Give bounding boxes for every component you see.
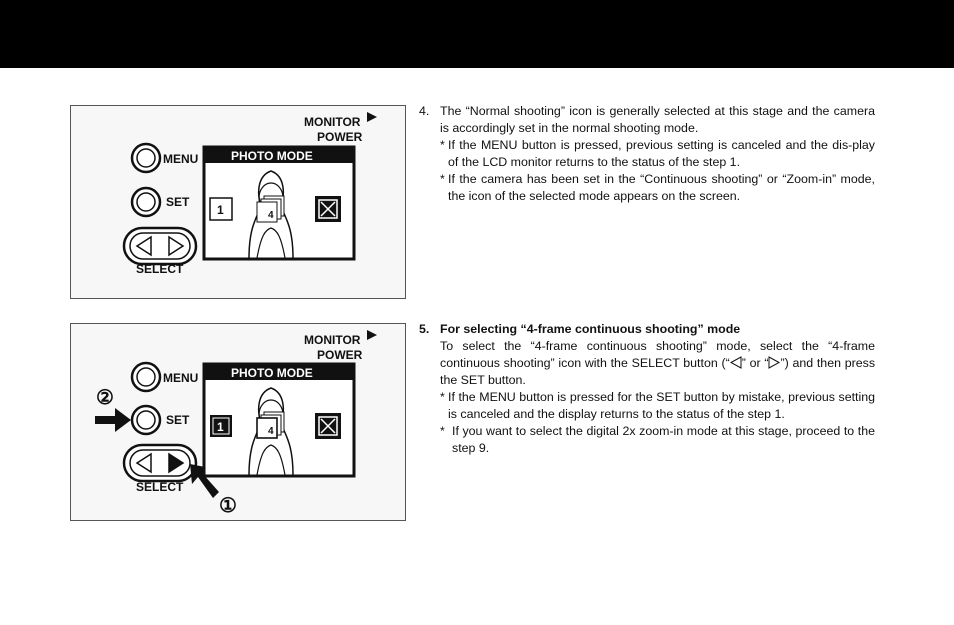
note-marker: * xyxy=(440,390,445,404)
select-button xyxy=(124,445,196,481)
set-label: SET xyxy=(166,195,190,209)
set-label: SET xyxy=(166,413,190,427)
note-text: If the MENU button is pressed for the SET button by mistake, previous setting is canceled and the display returns to the status of the step 1. xyxy=(448,390,875,421)
zoom-in-icon xyxy=(315,196,341,222)
step-5 xyxy=(419,321,875,457)
set-button xyxy=(132,188,160,216)
figure-step4 xyxy=(70,105,406,299)
select-label: SELECT xyxy=(136,480,184,494)
set-button xyxy=(132,406,160,434)
figure-step5 xyxy=(70,323,406,521)
callout-1: ① xyxy=(219,495,237,517)
svg-text:1: 1 xyxy=(217,420,224,434)
step-heading: For selecting “4-frame continuous shooting” mode xyxy=(440,322,741,336)
svg-text:4: 4 xyxy=(268,426,274,437)
note-text: If the MENU button is pressed, previous setting is canceled and the dis-play of the LCD monitor returns to the status of the step 1. xyxy=(448,138,875,169)
monitor-arrow-icon xyxy=(367,112,377,122)
monitor-label: MONITOR xyxy=(304,333,361,347)
screen-title: PHOTO MODE xyxy=(231,366,313,380)
callout-2: ② xyxy=(96,387,114,409)
note-marker: * xyxy=(440,138,445,152)
set-arrow-icon xyxy=(95,408,131,432)
note xyxy=(440,389,875,423)
step-4 xyxy=(419,103,875,205)
note-text: If you want to select the digital 2x zoom-in mode at this stage, proceed to the step 9. xyxy=(452,424,875,455)
svg-text:4: 4 xyxy=(268,210,274,221)
normal-shooting-icon xyxy=(210,198,232,220)
svg-text:1: 1 xyxy=(217,203,224,217)
continuous-shooting-icon xyxy=(257,412,284,438)
monitor-label: MONITOR xyxy=(304,115,361,129)
step-number: 4. xyxy=(419,104,430,118)
menu-label: MENU xyxy=(163,152,199,166)
top-black-bar xyxy=(0,0,954,68)
continuous-shooting-icon xyxy=(257,196,284,222)
select-left-icon xyxy=(730,356,742,369)
note xyxy=(440,423,875,457)
menu-label: MENU xyxy=(163,371,199,385)
menu-button xyxy=(132,363,160,391)
select-label: SELECT xyxy=(136,262,184,276)
normal-shooting-icon xyxy=(210,415,232,437)
power-label: POWER xyxy=(317,130,363,144)
note-text: If the camera has been set in the “Continuous shooting” or “Zoom-in” mode, the icon of the selected mode appears on the screen. xyxy=(448,172,875,203)
power-label: POWER xyxy=(317,348,363,362)
select-right-icon xyxy=(768,356,780,369)
note-marker: * xyxy=(440,172,445,186)
step-number: 5. xyxy=(419,322,430,336)
menu-button xyxy=(132,144,160,172)
screen-title: PHOTO MODE xyxy=(231,149,313,163)
select-button xyxy=(124,228,196,264)
step-text: To select the “4-frame continuous shooting” mode, select the “4-frame continuous shooting” icon with the SELECT button (“ ” or “ ”) and then press the SET button. xyxy=(440,339,876,387)
note xyxy=(440,137,875,171)
note xyxy=(440,171,875,205)
zoom-in-icon xyxy=(315,413,341,439)
note-marker: * xyxy=(440,424,445,438)
step-text: The “Normal shooting” icon is generally selected at this stage and the camera is accordingly set in the normal shooting mode. xyxy=(440,104,875,135)
monitor-arrow-icon xyxy=(367,330,377,340)
